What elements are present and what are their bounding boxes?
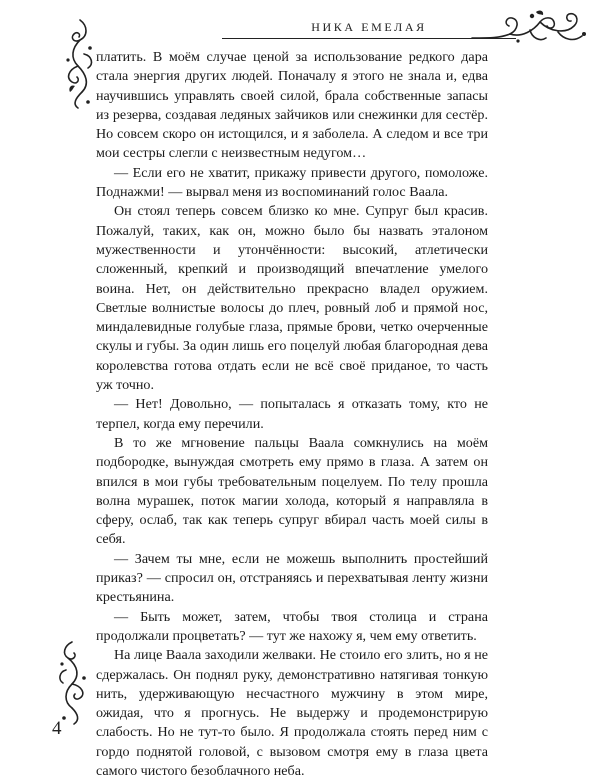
flourish-ornament-icon bbox=[470, 8, 590, 48]
flourish-ornament-icon bbox=[62, 18, 96, 110]
paragraph: В то же мгновение пальцы Ваала сомкнулись на моём подбородке, вынуждая смотреть ему прямо в глаза. А затем он впился в мои губы требовательным поцелуем. По телу прошла волна мурашек, поток магии холода, который я направляла в сферу, ослаб, так как теперь супруг вбирал часть моей силы в себя. bbox=[96, 434, 488, 548]
paragraph: — Быть может, затем, чтобы твоя столица и страна продолжали процветать? — тут же нахожу я, чем ему ответить. bbox=[96, 608, 488, 644]
page-number: 4 bbox=[52, 718, 62, 739]
paragraph: — Если его не хватит, прикажу привести другого, помоложе. Поднажми! — вырвал меня из воспоминаний голос Ваала. bbox=[96, 164, 488, 201]
paragraph: платить. В моём случае ценой за использование редкого дара стала энергия других людей. Поначалу я этого не знала и, едва научившись управлять своей силой, брала собственные запасы из резерва, создавая ледяных зайчиков или снежинки для сестёр. Но совсем скоро он истощился, и я заболела. А следом и все три мои сестры слегли с неизвестным недугом… bbox=[96, 49, 488, 162]
paragraph: — Нет! Довольно, — попыталась я отказать тому, кто не терпел, когда ему перечили. bbox=[96, 396, 488, 432]
flourish-ornament-icon bbox=[56, 640, 90, 726]
running-head-author: НИКА ЕМЕЛАЯ bbox=[311, 20, 427, 34]
body-text bbox=[96, 48, 488, 781]
paragraph: — Зачем ты мне, если не можешь выполнить простейший приказ? — спросил он, отстраняясь и перехватывая ленту жизни крестьянина. bbox=[96, 550, 488, 606]
paragraph: На лице Ваала заходили желваки. Не стоило его злить, но я не сдержалась. Он поднял руку, демонстративно натягивая тонкую нить, удерживающую несчастного мужчину в этом мире, ожидая, что я прогнусь. Не выдержу и продемонстрирую слабость. Но не тут-то было. Я продолжала стоять перед ним с гордо поднятой головой, с вызовом смотря ему в глаза цвета самого чистого безоблачного неба. bbox=[96, 647, 488, 779]
paragraph: Он стоял теперь совсем близко ко мне. Супруг был красив. Пожалуй, таких, как он, можно было бы назвать эталоном мужественности и утончённости: высокий, атлетически сложенный, крепкий и производящий впечатление умелого воина. Нет, он действительно прекрасно владел оружием. Светлые волнистые волосы до плеч, ровный лоб и прямой нос, миндалевидные голубые глаза, прямые брови, четко очерченные скулы и губы. За один лишь его поцелуй любая благородная дева королевства готова отдать если не всё своё приданое, то часть уж точно. bbox=[96, 203, 488, 394]
